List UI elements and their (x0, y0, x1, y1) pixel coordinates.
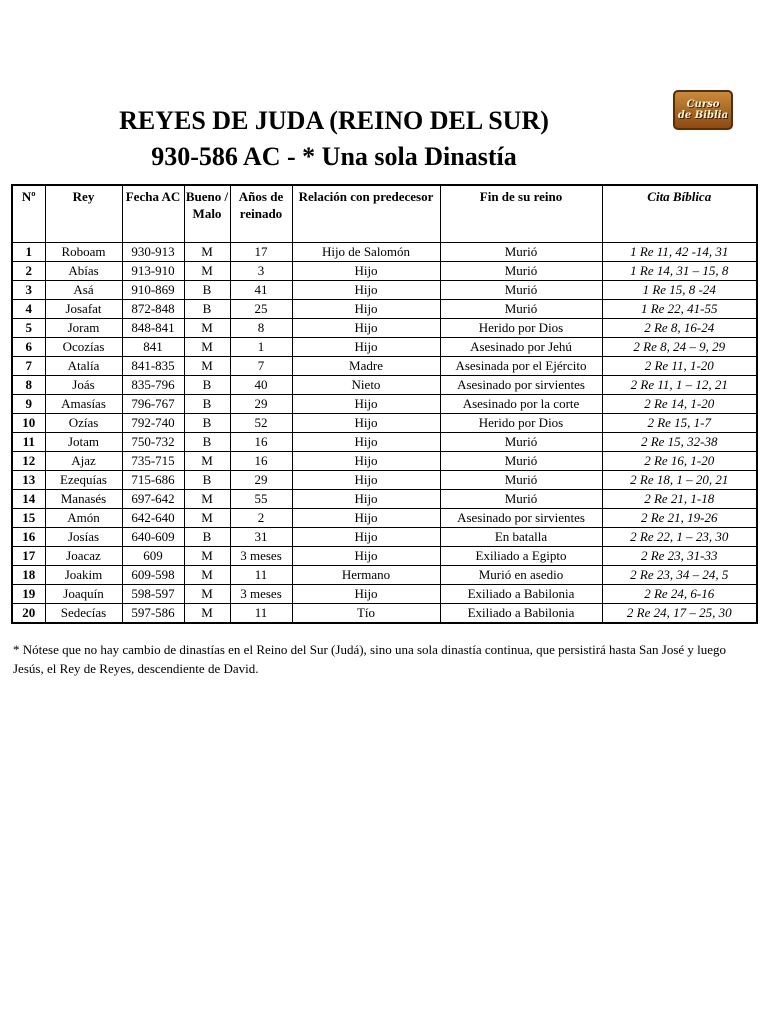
cell-anos: 7 (230, 357, 292, 376)
cell-cita: 2 Re 24, 6-16 (602, 585, 757, 604)
cell-fecha: 930-913 (122, 243, 184, 262)
cell-fecha: 735-715 (122, 452, 184, 471)
cell-num: 5 (12, 319, 45, 338)
cell-relacion: Hijo (292, 319, 440, 338)
cell-cita: 2 Re 15, 1-7 (602, 414, 757, 433)
table-row (12, 433, 757, 452)
cell-fin: Herido por Dios (440, 414, 602, 433)
header-fecha: Fecha AC (122, 185, 184, 243)
cell-bueno-malo: M (184, 262, 230, 281)
cell-rey: Ocozías (45, 338, 122, 357)
cell-fecha: 913-910 (122, 262, 184, 281)
curso-de-biblia-logo (673, 90, 733, 130)
table-row (12, 300, 757, 319)
cell-cita: 2 Re 8, 16-24 (602, 319, 757, 338)
cell-cita: 2 Re 22, 1 – 23, 30 (602, 528, 757, 547)
cell-bueno-malo: M (184, 319, 230, 338)
cell-fecha: 848-841 (122, 319, 184, 338)
cell-relacion: Hijo (292, 395, 440, 414)
cell-bueno-malo: B (184, 528, 230, 547)
cell-bueno-malo: M (184, 452, 230, 471)
cell-bueno-malo: B (184, 471, 230, 490)
table-row (12, 585, 757, 604)
cell-fin: Asesinado por la corte (440, 395, 602, 414)
cell-anos: 25 (230, 300, 292, 319)
cell-anos: 41 (230, 281, 292, 300)
footnote: * Nótese que no hay cambio de dinastías en el Reino del Sur (Judá), sino una sola dinastía continua, que persistirá hasta San José y luego Jesús, el Rey de Reyes, descendiente de David. (13, 642, 727, 676)
header-rey: Rey (45, 185, 122, 243)
cell-rey: Josafat (45, 300, 122, 319)
cell-cita: 2 Re 8, 24 – 9, 29 (602, 338, 757, 357)
table-row (12, 243, 757, 262)
cell-relacion: Hijo (292, 281, 440, 300)
cell-anos: 3 meses (230, 585, 292, 604)
cell-num: 18 (12, 566, 45, 585)
table-header-row (12, 185, 757, 243)
cell-anos: 52 (230, 414, 292, 433)
cell-fecha: 640-609 (122, 528, 184, 547)
cell-anos: 29 (230, 395, 292, 414)
cell-fin: Murió (440, 281, 602, 300)
table-row (12, 262, 757, 281)
table-row (12, 471, 757, 490)
table-row (12, 414, 757, 433)
cell-bueno-malo: M (184, 604, 230, 624)
cell-fecha: 598-597 (122, 585, 184, 604)
table-row (12, 566, 757, 585)
cell-num: 7 (12, 357, 45, 376)
cell-rey: Jotam (45, 433, 122, 452)
cell-num: 3 (12, 281, 45, 300)
header-cita: Cita Bíblica (602, 185, 757, 243)
cell-bueno-malo: M (184, 509, 230, 528)
cell-cita: 2 Re 21, 1-18 (602, 490, 757, 509)
cell-relacion: Hijo (292, 433, 440, 452)
cell-bueno-malo: M (184, 243, 230, 262)
cell-relacion: Hijo (292, 452, 440, 471)
cell-rey: Ajaz (45, 452, 122, 471)
cell-rey: Atalía (45, 357, 122, 376)
cell-relacion: Hijo de Salomón (292, 243, 440, 262)
page-title: REYES DE JUDA (REINO DEL SUR) (119, 106, 549, 135)
cell-rey: Abías (45, 262, 122, 281)
cell-num: 12 (12, 452, 45, 471)
cell-fecha: 609-598 (122, 566, 184, 585)
cell-fin: Exiliado a Babilonia (440, 585, 602, 604)
cell-cita: 2 Re 21, 19-26 (602, 509, 757, 528)
cell-rey: Joaquín (45, 585, 122, 604)
cell-bueno-malo: M (184, 585, 230, 604)
kings-table (11, 184, 758, 624)
cell-fecha: 697-642 (122, 490, 184, 509)
cell-bueno-malo: B (184, 281, 230, 300)
cell-relacion: Hijo (292, 262, 440, 281)
cell-fecha: 841-835 (122, 357, 184, 376)
cell-anos: 16 (230, 433, 292, 452)
table-row (12, 338, 757, 357)
cell-num: 9 (12, 395, 45, 414)
table-row (12, 547, 757, 566)
header-relacion: Relación con predecesor (292, 185, 440, 243)
cell-cita: 2 Re 15, 32-38 (602, 433, 757, 452)
cell-fin: Asesinado por sirvientes (440, 509, 602, 528)
cell-anos: 3 meses (230, 547, 292, 566)
cell-rey: Roboam (45, 243, 122, 262)
cell-fecha: 796-767 (122, 395, 184, 414)
cell-fin: Asesinado por Jehú (440, 338, 602, 357)
header-fin: Fin de su reino (440, 185, 602, 243)
table-row (12, 395, 757, 414)
cell-fin: Murió (440, 243, 602, 262)
header-num: Nº (12, 185, 45, 243)
cell-rey: Asá (45, 281, 122, 300)
cell-bueno-malo: B (184, 395, 230, 414)
cell-relacion: Hijo (292, 509, 440, 528)
cell-bueno-malo: B (184, 376, 230, 395)
cell-cita: 1 Re 22, 41-55 (602, 300, 757, 319)
cell-bueno-malo: M (184, 566, 230, 585)
cell-cita: 2 Re 14, 1-20 (602, 395, 757, 414)
table-row (12, 376, 757, 395)
cell-fin: Murió (440, 300, 602, 319)
logo-line2: de Biblia (677, 110, 729, 121)
cell-anos: 3 (230, 262, 292, 281)
cell-fin: Asesinado por sirvientes (440, 376, 602, 395)
cell-fin: En batalla (440, 528, 602, 547)
table-row (12, 452, 757, 471)
cell-num: 15 (12, 509, 45, 528)
cell-fecha: 597-586 (122, 604, 184, 624)
cell-anos: 55 (230, 490, 292, 509)
cell-fin: Murió (440, 262, 602, 281)
cell-num: 13 (12, 471, 45, 490)
cell-fin: Exiliado a Egipto (440, 547, 602, 566)
cell-rey: Ezequías (45, 471, 122, 490)
cell-relacion: Hijo (292, 414, 440, 433)
table-row (12, 281, 757, 300)
cell-num: 16 (12, 528, 45, 547)
cell-relacion: Tío (292, 604, 440, 624)
cell-fin: Herido por Dios (440, 319, 602, 338)
cell-rey: Joás (45, 376, 122, 395)
cell-rey: Joakim (45, 566, 122, 585)
cell-relacion: Hijo (292, 300, 440, 319)
cell-cita: 2 Re 23, 31-33 (602, 547, 757, 566)
cell-num: 11 (12, 433, 45, 452)
cell-num: 17 (12, 547, 45, 566)
cell-rey: Joram (45, 319, 122, 338)
cell-fin: Murió en asedio (440, 566, 602, 585)
cell-fecha: 872-848 (122, 300, 184, 319)
cell-fecha: 841 (122, 338, 184, 357)
cell-num: 6 (12, 338, 45, 357)
page-subtitle: 930-586 AC - * Una sola Dinastía (151, 142, 517, 171)
cell-cita: 2 Re 23, 34 – 24, 5 (602, 566, 757, 585)
cell-cita: 2 Re 24, 17 – 25, 30 (602, 604, 757, 624)
cell-num: 14 (12, 490, 45, 509)
cell-fecha: 715-686 (122, 471, 184, 490)
cell-cita: 2 Re 16, 1-20 (602, 452, 757, 471)
cell-bueno-malo: M (184, 338, 230, 357)
cell-num: 19 (12, 585, 45, 604)
table-row (12, 490, 757, 509)
cell-rey: Joacaz (45, 547, 122, 566)
header-anos: Años de reinado (230, 185, 292, 243)
cell-anos: 17 (230, 243, 292, 262)
cell-bueno-malo: B (184, 414, 230, 433)
cell-cita: 2 Re 11, 1-20 (602, 357, 757, 376)
cell-cita: 2 Re 11, 1 – 12, 21 (602, 376, 757, 395)
cell-num: 1 (12, 243, 45, 262)
cell-fecha: 750-732 (122, 433, 184, 452)
cell-fin: Murió (440, 452, 602, 471)
cell-fin: Asesinada por el Ejército (440, 357, 602, 376)
table-row (12, 528, 757, 547)
table-row (12, 604, 757, 624)
table-row (12, 319, 757, 338)
cell-relacion: Hijo (292, 585, 440, 604)
header-bueno-malo: Bueno / Malo (184, 185, 230, 243)
cell-bueno-malo: M (184, 547, 230, 566)
table-row (12, 509, 757, 528)
cell-anos: 40 (230, 376, 292, 395)
cell-anos: 16 (230, 452, 292, 471)
cell-fin: Murió (440, 433, 602, 452)
cell-bueno-malo: M (184, 357, 230, 376)
cell-rey: Amasías (45, 395, 122, 414)
cell-bueno-malo: B (184, 300, 230, 319)
cell-rey: Sedecías (45, 604, 122, 624)
cell-num: 2 (12, 262, 45, 281)
cell-anos: 8 (230, 319, 292, 338)
cell-relacion: Nieto (292, 376, 440, 395)
cell-relacion: Hijo (292, 471, 440, 490)
table-row (12, 357, 757, 376)
cell-bueno-malo: B (184, 433, 230, 452)
cell-fecha: 792-740 (122, 414, 184, 433)
cell-relacion: Madre (292, 357, 440, 376)
cell-rey: Josías (45, 528, 122, 547)
cell-fecha: 910-869 (122, 281, 184, 300)
cell-cita: 1 Re 11, 42 -14, 31 (602, 243, 757, 262)
cell-rey: Amón (45, 509, 122, 528)
cell-num: 20 (12, 604, 45, 624)
cell-fin: Murió (440, 490, 602, 509)
cell-bueno-malo: M (184, 490, 230, 509)
cell-anos: 29 (230, 471, 292, 490)
cell-cita: 1 Re 15, 8 -24 (602, 281, 757, 300)
cell-anos: 31 (230, 528, 292, 547)
cell-anos: 2 (230, 509, 292, 528)
cell-cita: 2 Re 18, 1 – 20, 21 (602, 471, 757, 490)
cell-anos: 11 (230, 604, 292, 624)
cell-num: 10 (12, 414, 45, 433)
cell-fecha: 642-640 (122, 509, 184, 528)
cell-relacion: Hijo (292, 490, 440, 509)
cell-rey: Manasés (45, 490, 122, 509)
cell-cita: 1 Re 14, 31 – 15, 8 (602, 262, 757, 281)
logo-line1: Curso (686, 99, 720, 110)
cell-relacion: Hijo (292, 528, 440, 547)
cell-fin: Murió (440, 471, 602, 490)
cell-relacion: Hermano (292, 566, 440, 585)
cell-num: 4 (12, 300, 45, 319)
cell-relacion: Hijo (292, 547, 440, 566)
cell-num: 8 (12, 376, 45, 395)
cell-fecha: 835-796 (122, 376, 184, 395)
cell-rey: Ozías (45, 414, 122, 433)
cell-fecha: 609 (122, 547, 184, 566)
cell-relacion: Hijo (292, 338, 440, 357)
cell-fin: Exiliado a Babilonia (440, 604, 602, 624)
cell-anos: 11 (230, 566, 292, 585)
cell-anos: 1 (230, 338, 292, 357)
